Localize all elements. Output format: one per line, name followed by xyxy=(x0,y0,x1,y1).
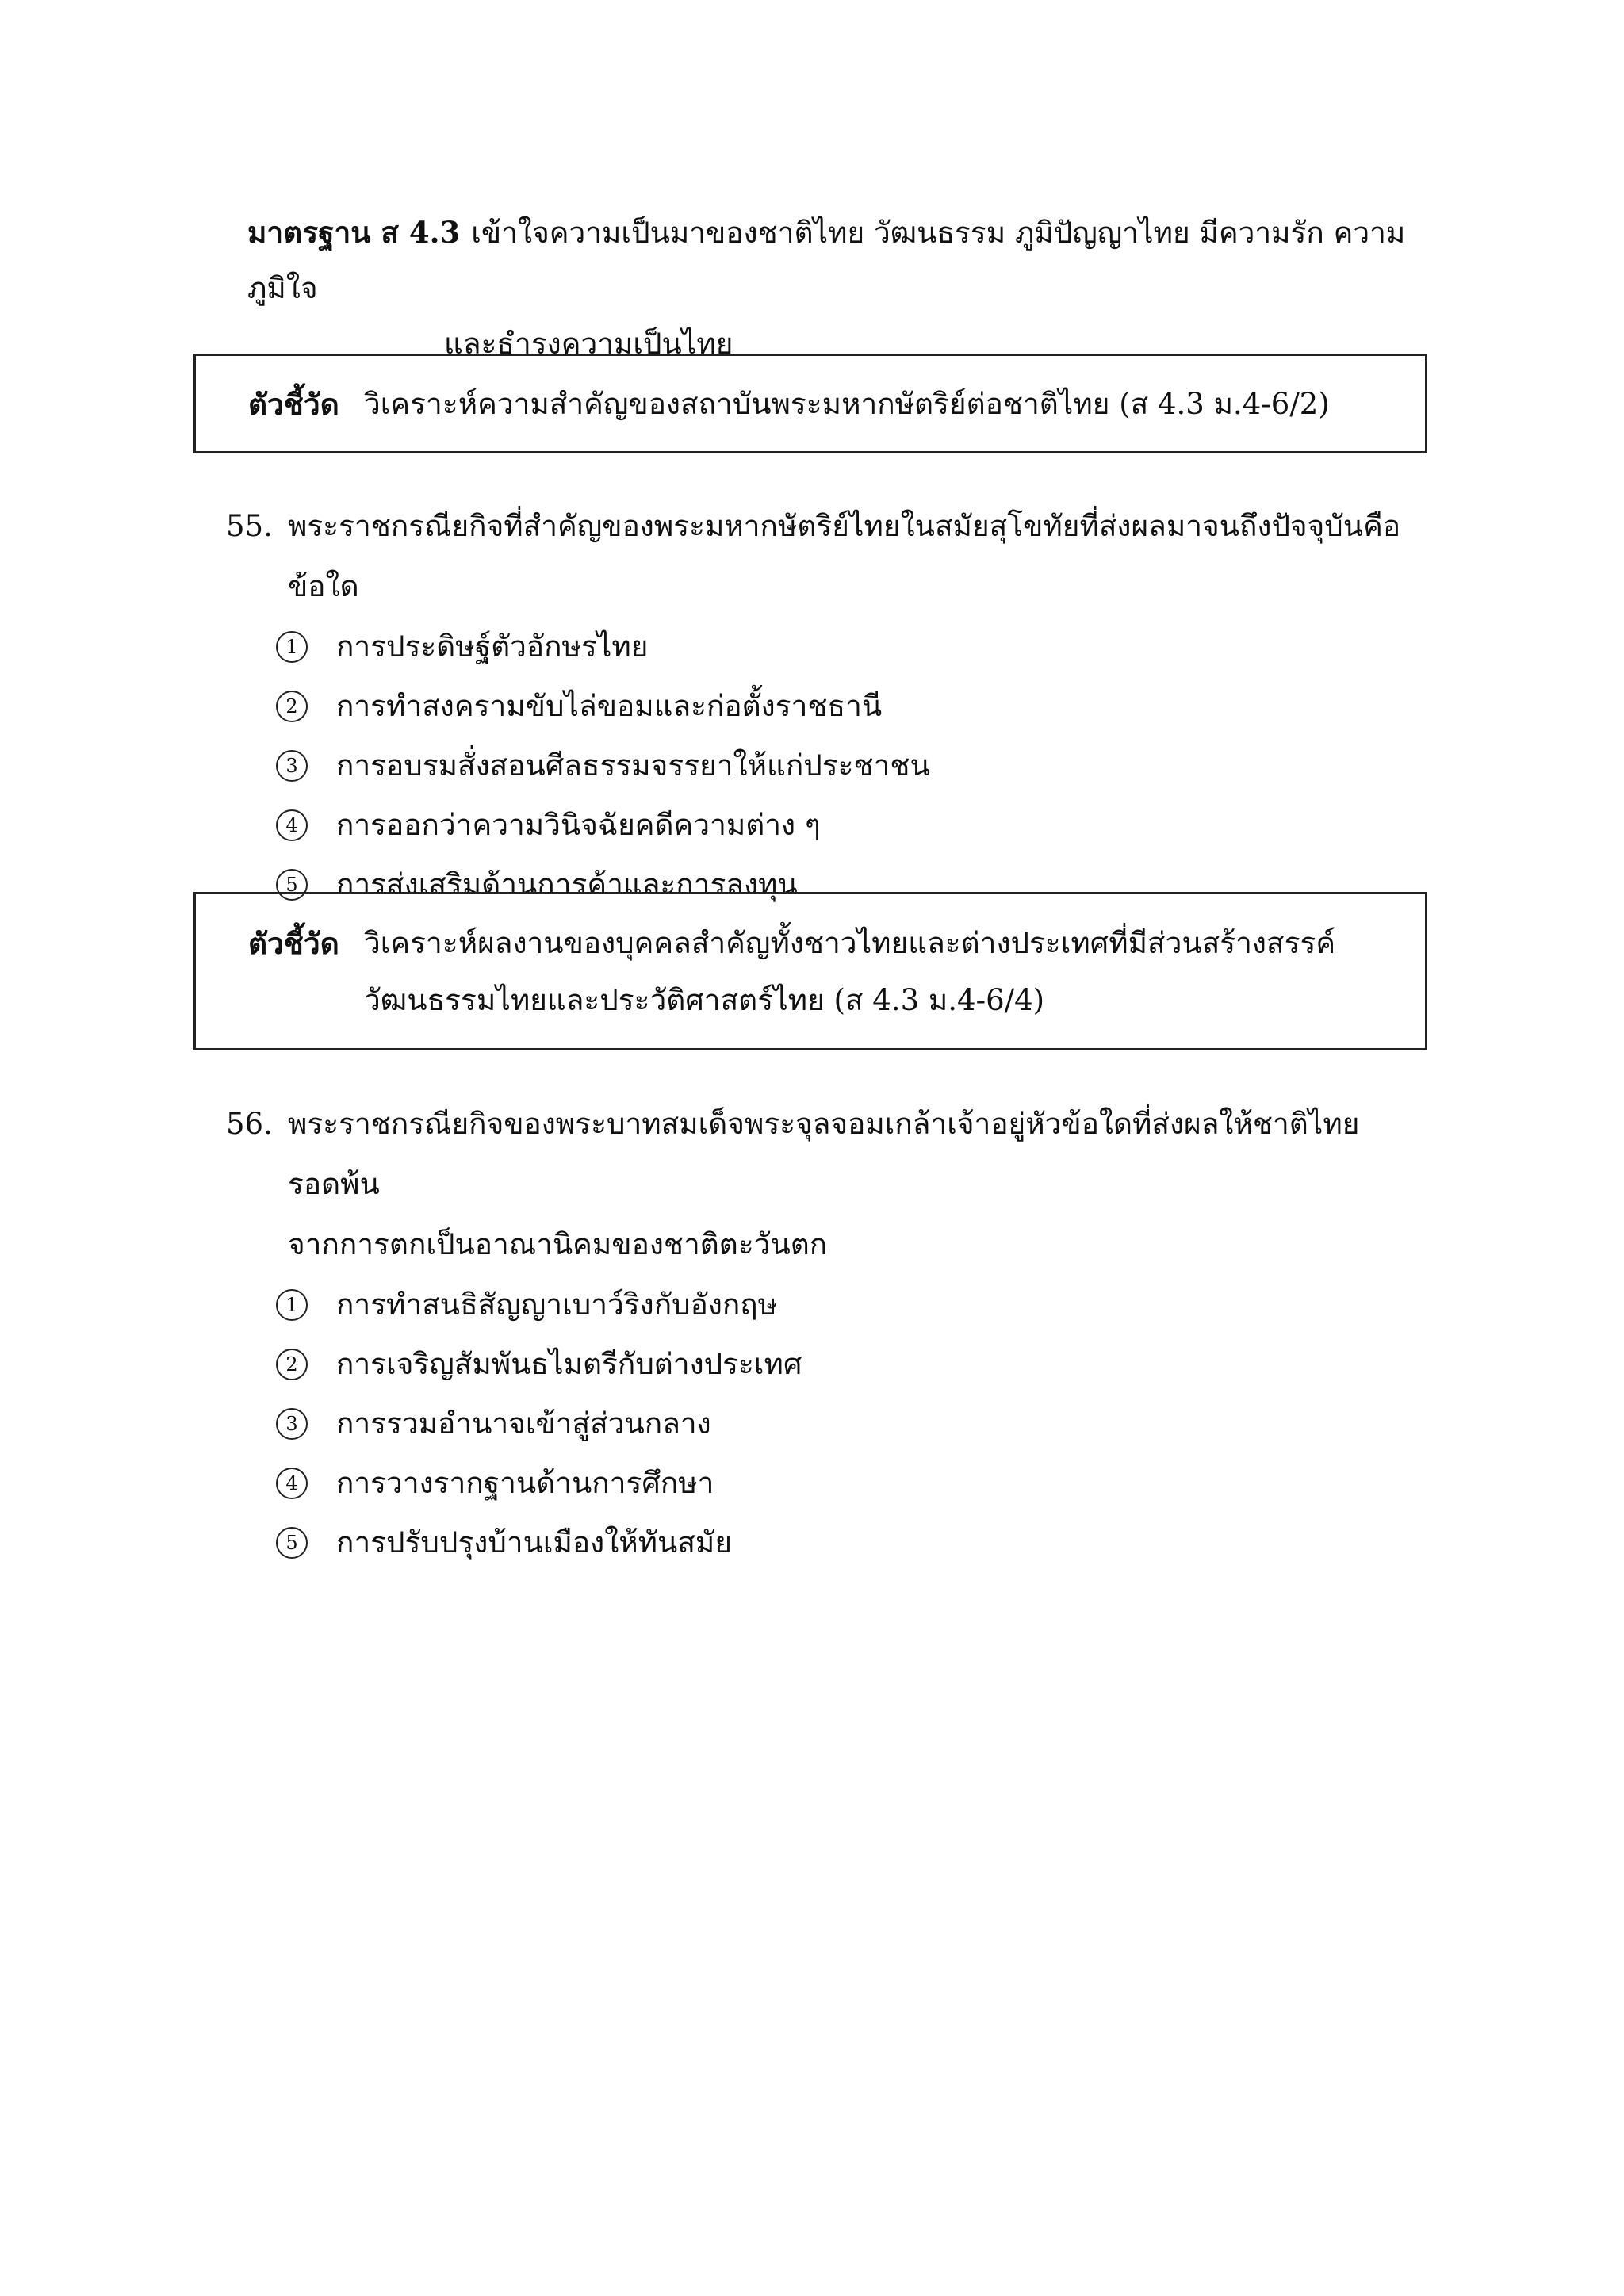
choice-option-2[interactable] xyxy=(226,676,1431,736)
question-text xyxy=(288,1094,1431,1275)
choice-option-5[interactable] xyxy=(226,1513,1431,1572)
choice-list xyxy=(226,617,1431,914)
choice-option-4[interactable] xyxy=(226,795,1431,855)
indicator-text-line: วิเคราะห์ผลงานของบุคคลสำคัญทั้งชาวไทยและต่างประเทศที่มีส่วนสร้างสรรค์ xyxy=(364,926,1336,960)
question-number: 55. xyxy=(226,509,273,543)
choice-text: การปรับปรุงบ้านเมืองให้ทันสมัย xyxy=(336,1525,732,1559)
indicator-text-line: วิเคราะห์ความสำคัญของสถาบันพระมหากษัตริย์ต่อชาติไทย (ส 4.3 ม.4-6/2) xyxy=(364,387,1330,421)
indicator-label: ตัวชี้วัด xyxy=(248,387,339,422)
choice-option-3[interactable] xyxy=(226,736,1431,795)
choice-option-4[interactable] xyxy=(226,1453,1431,1513)
question-number: 56. xyxy=(226,1107,273,1141)
standard-code: มาตรฐาน ส 4.3 xyxy=(247,215,461,250)
indicator-text xyxy=(364,915,1411,1029)
choice-text: การออกว่าความวินิจฉัยคดีความต่าง ๆ xyxy=(336,807,821,842)
choice-number-circle[interactable]: 2 xyxy=(276,691,308,722)
choice-text: การทำสนธิสัญญาเบาว์ริงกับอังกฤษ xyxy=(336,1287,778,1322)
standard-line-1 xyxy=(247,205,1437,316)
choice-text: การรวมอำนาจเข้าสู่ส่วนกลาง xyxy=(336,1406,711,1441)
choice-number-circle[interactable]: 3 xyxy=(276,1408,308,1440)
choice-option-3[interactable] xyxy=(226,1394,1431,1453)
choice-number-circle[interactable]: 4 xyxy=(276,809,308,841)
choice-number-circle[interactable]: 2 xyxy=(276,1349,308,1380)
choice-text: การอบรมสั่งสอนศีลธรรมจรรยาให้แก่ประชาชน xyxy=(336,748,930,783)
question-stem xyxy=(226,1094,1431,1275)
choice-text: การประดิษฐ์ตัวอักษรไทย xyxy=(336,629,649,664)
question-text xyxy=(288,496,1431,617)
choice-option-1[interactable] xyxy=(226,617,1431,676)
choice-number-circle[interactable]: 1 xyxy=(276,631,308,663)
indicator-text-line: วัฒนธรรมไทยและประวัติศาสตร์ไทย (ส 4.3 ม.4-6/4) xyxy=(364,983,1045,1017)
standard-text-line-2: และธำรงความเป็นไทย xyxy=(444,327,733,361)
indicator-text xyxy=(364,376,1411,433)
indicator-box-2 xyxy=(193,892,1427,1050)
standard-text-line-1: เข้าใจความเป็นมาของชาติไทย วัฒนธรรม ภูมิปัญญาไทย มีความรัก ความภูมิใจ xyxy=(247,216,1406,305)
choice-number-circle[interactable]: 5 xyxy=(276,1527,308,1559)
indicator-box-1 xyxy=(193,354,1427,453)
question-56 xyxy=(226,1094,1431,1572)
standard-heading xyxy=(247,205,1437,372)
question-text-line: จากการตกเป็นอาณานิคมของชาติตะวันตก xyxy=(288,1227,828,1261)
choice-number-circle[interactable]: 5 xyxy=(276,869,308,901)
indicator-label: ตัวชี้วัด xyxy=(248,926,339,961)
choice-number-circle[interactable]: 1 xyxy=(276,1289,308,1321)
question-55 xyxy=(226,496,1431,914)
question-text-line: พระราชกรณียกิจที่สำคัญของพระมหากษัตริย์ไทยในสมัยสุโขทัยที่ส่งผลมาจนถึงปัจจุบันคือข้อใด xyxy=(288,509,1401,603)
choice-number-circle[interactable]: 4 xyxy=(276,1468,308,1499)
choice-text: การส่งเสริมด้านการค้าและการลงทุน xyxy=(336,867,798,901)
question-text-line: พระราชกรณียกิจของพระบาทสมเด็จพระจุลจอมเกล้าเจ้าอยู่หัวข้อใดที่ส่งผลให้ชาติไทยรอดพ้น xyxy=(288,1107,1360,1201)
choice-number-circle[interactable]: 3 xyxy=(276,750,308,782)
choice-text: การเจริญสัมพันธไมตรีกับต่างประเทศ xyxy=(336,1346,802,1381)
choice-option-2[interactable] xyxy=(226,1334,1431,1394)
choice-list xyxy=(226,1275,1431,1572)
question-stem xyxy=(226,496,1431,617)
choice-text: การวางรากฐานด้านการศึกษา xyxy=(336,1465,714,1500)
choice-text: การทำสงครามขับไล่ขอมและก่อตั้งราชธานี xyxy=(336,688,883,723)
choice-option-1[interactable] xyxy=(226,1275,1431,1334)
